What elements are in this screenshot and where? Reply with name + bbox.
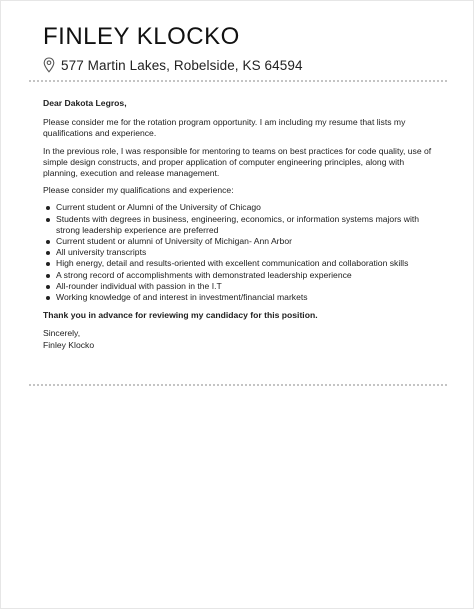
list-item: All-rounder individual with passion in the I.T xyxy=(56,281,433,292)
list-item: All university transcripts xyxy=(56,247,433,258)
list-item: Students with degrees in business, engineering, economics, or information systems majors with strong leadership experience are preferred xyxy=(56,214,433,236)
paragraph-intro: Please consider me for the rotation program opportunity. I am including my resume that lists my qualifications and experience. xyxy=(43,117,406,139)
list-item: High energy, detail and results-oriented with excellent communication and collaboration skills xyxy=(56,258,433,269)
list-item: Current student or alumni of University of Michigan- Ann Arbor xyxy=(56,236,433,247)
footer-divider xyxy=(29,384,447,386)
paragraph-qualifications-lead: Please consider my qualifications and experience: xyxy=(43,185,234,196)
header-divider xyxy=(29,80,447,82)
address-row xyxy=(43,55,433,75)
paragraph-experience: In the previous role, I was responsible for mentoring to teams on best practices for code quality, use of simple design constructs, and proper application of computer engineering principles, along with planning, execution and release management. xyxy=(43,145,432,179)
list-item: Working knowledge of and interest in investment/financial markets xyxy=(56,292,433,303)
qualifications-list xyxy=(43,202,433,303)
signature-name: Finley Klocko xyxy=(43,339,95,350)
thanks-line: Thank you in advance for reviewing my candidacy for this position. xyxy=(43,310,318,321)
sender-address: 577 Martin Lakes, Robelside, KS 64594 xyxy=(61,57,303,73)
list-item: A strong record of accomplishments with demonstrated leadership experience xyxy=(56,270,433,281)
list-item: Current student or Alumni of the University of Chicago xyxy=(56,202,433,213)
letter-body xyxy=(43,98,433,351)
sign-off: Sincerely, xyxy=(43,328,81,339)
sender-name: FINLEY KLOCKO xyxy=(43,23,240,50)
letter-header xyxy=(43,23,433,75)
greeting: Dear Dakota Legros, xyxy=(43,98,127,108)
location-pin-icon xyxy=(43,57,55,73)
